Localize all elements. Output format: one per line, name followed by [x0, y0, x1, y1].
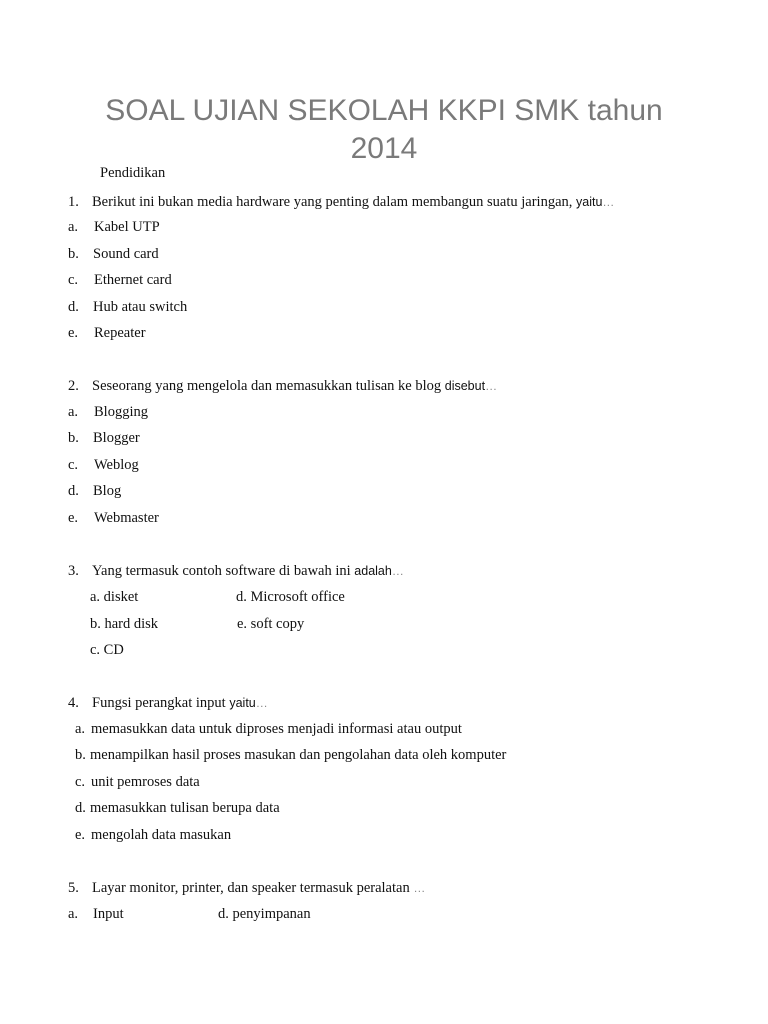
option-label: d. — [75, 800, 86, 816]
question-text: Seseorang yang mengelola dan memasukkan tulisan ke blog disebut… — [92, 378, 498, 394]
question-number: 3. — [68, 563, 79, 579]
question-number: 1. — [68, 194, 79, 210]
option-label: c. — [68, 272, 79, 288]
q3-option-d: d. Microsoft office — [236, 589, 345, 605]
option-label: d. — [68, 483, 79, 499]
option-text: Kabel UTP — [94, 219, 160, 235]
q3-option-c: c. CD — [90, 642, 124, 658]
q5-option-d: d. penyimpanan — [218, 906, 311, 922]
q3-option-e: e. soft copy — [237, 616, 305, 632]
option-text: memasukkan data untuk diproses menjadi informasi atau output — [91, 721, 462, 737]
option-text: Sound card — [93, 246, 159, 262]
q3-option-b: b. hard disk — [90, 616, 159, 632]
option-text: mengolah data masukan — [91, 827, 232, 843]
subject-label: Pendidikan — [100, 165, 166, 181]
question-number: 4. — [68, 695, 79, 711]
option-label: e. — [75, 827, 86, 843]
option-label: a. — [68, 404, 79, 420]
document-title-line-2: 2014 — [350, 132, 418, 165]
option-text: Blog — [93, 483, 122, 499]
question-text: Yang termasuk contoh software di bawah ini adalah… — [92, 563, 404, 579]
option-label: a. — [75, 721, 86, 737]
question-text: Layar monitor, printer, dan speaker termasuk peralatan … — [92, 880, 426, 896]
option-label: a. — [68, 906, 79, 922]
option-text: Weblog — [94, 457, 139, 473]
option-label: b. — [75, 747, 86, 763]
option-label: c. — [68, 457, 79, 473]
question-number: 2. — [68, 378, 79, 394]
option-text: Repeater — [94, 325, 146, 341]
option-text: menampilkan hasil proses masukan dan pengolahan data oleh komputer — [90, 747, 507, 763]
option-text: Input — [93, 906, 124, 922]
option-label: d. — [68, 299, 79, 315]
q3-option-a: a. disket — [90, 589, 139, 605]
option-label: b. — [68, 246, 79, 262]
option-text: Webmaster — [94, 510, 159, 526]
document-title-line-1: SOAL UJIAN SEKOLAH KKPI SMK tahun — [105, 94, 663, 127]
option-label: c. — [75, 774, 86, 790]
option-text: Blogging — [94, 404, 148, 420]
option-label: e. — [68, 325, 79, 341]
option-label: a. — [68, 219, 79, 235]
option-text: unit pemroses data — [91, 774, 200, 790]
question-number: 5. — [68, 880, 79, 896]
question-text: Fungsi perangkat input yaitu… — [92, 695, 268, 711]
option-text: memasukkan tulisan berupa data — [90, 800, 280, 816]
question-text: Berikut ini bukan media hardware yang penting dalam membangun suatu jaringan, yaitu… — [92, 194, 615, 210]
option-text: Blogger — [93, 430, 140, 446]
option-text: Hub atau switch — [93, 299, 188, 315]
option-label: e. — [68, 510, 79, 526]
option-label: b. — [68, 430, 79, 446]
option-text: Ethernet card — [94, 272, 172, 288]
